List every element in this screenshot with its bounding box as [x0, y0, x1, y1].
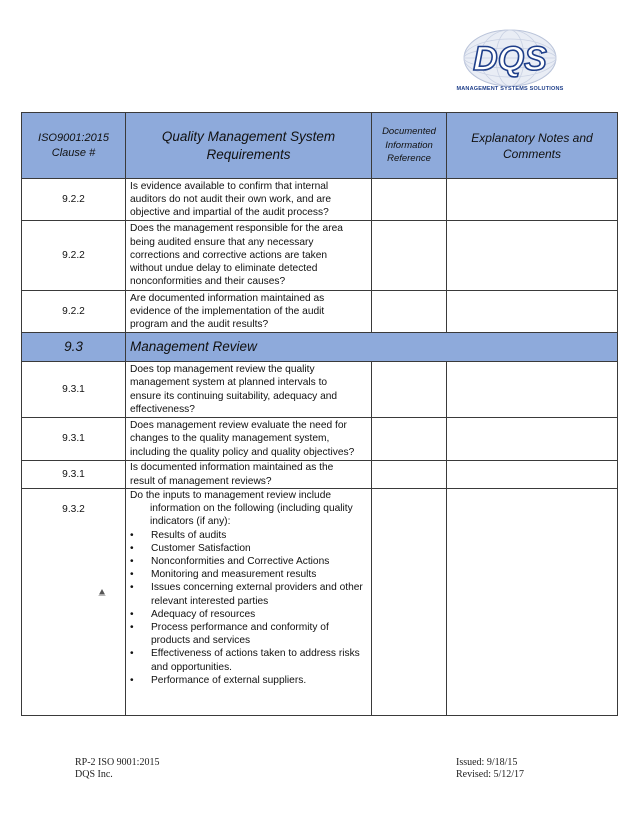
header-clause: ISO9001:2015 Clause #	[22, 113, 126, 179]
clause-number: 9.2.2	[22, 291, 126, 333]
notes-cell[interactable]	[447, 418, 618, 461]
clause-number: 9.2.2	[22, 179, 126, 221]
header-documented-info: Documented Information Reference	[372, 113, 447, 179]
requirement-text: Does the management responsible for the area being audited ensure that any necessary corrections and corrective actions are taken without undue delay to eliminate detected nonconformities and their causes?	[126, 221, 372, 291]
table-row	[22, 362, 618, 418]
table-row	[22, 221, 618, 291]
logo-letters: DQS	[473, 40, 547, 78]
table-row	[22, 489, 618, 716]
documented-info-cell[interactable]	[372, 418, 447, 461]
clause-number: 9.3.2	[22, 489, 126, 716]
notes-cell[interactable]	[447, 221, 618, 291]
triangle-marker-icon	[98, 588, 106, 596]
requirement-text: Are documented information maintained as evidence of the implementation of the audit program and the audit results?	[126, 291, 372, 333]
table-row	[22, 179, 618, 221]
requirement-text: Is evidence available to confirm that internal auditors do not audit their own work, and are objective and impartial of the audit process?	[126, 179, 372, 221]
footer-right: Issued: 9/18/15 Revised: 5/12/17	[456, 757, 525, 780]
header-notes: Explanatory Notes and Comments	[447, 113, 618, 179]
list-item: • Issues concerning external providers and other relevant interested parties	[130, 582, 363, 607]
documented-info-cell[interactable]	[372, 489, 447, 716]
list-item: • Nonconformities and Corrective Actions	[130, 556, 330, 568]
table-row	[22, 291, 618, 333]
clause-number: 9.2.2	[22, 221, 126, 291]
table-row	[22, 418, 618, 461]
clause-number: 9.3.1	[22, 362, 126, 418]
section-header-row	[22, 333, 618, 362]
header-requirements: Quality Management System Requirements	[126, 113, 372, 179]
list-item: • Results of audits	[130, 529, 227, 541]
clause-number: 9.3.1	[22, 461, 126, 489]
notes-cell[interactable]	[447, 362, 618, 418]
notes-cell[interactable]	[447, 489, 618, 716]
checklist-table	[21, 112, 618, 716]
requirement-text: Does top management review the quality management system at planned intervals to ensure its continuing suitability, adequacy and effectiveness?	[126, 362, 372, 418]
documented-info-cell[interactable]	[372, 291, 447, 333]
notes-cell[interactable]	[447, 179, 618, 221]
documented-info-cell[interactable]	[372, 362, 447, 418]
logo-caption: MANAGEMENT SYSTEMS SOLUTIONS	[456, 86, 564, 92]
documented-info-cell[interactable]	[372, 179, 447, 221]
notes-cell[interactable]	[447, 291, 618, 333]
section-title: Management Review	[126, 333, 618, 362]
documented-info-cell[interactable]	[372, 461, 447, 489]
list-item: • Monitoring and measurement results	[130, 569, 317, 581]
list-item: • Customer Satisfaction	[130, 542, 251, 554]
footer-left: RP-2 ISO 9001:2015 DQS Inc.	[75, 757, 160, 780]
documented-info-cell[interactable]	[372, 221, 447, 291]
requirement-text: Does management review evaluate the need for changes to the quality management system, including the quality policy and quality objectives?	[126, 418, 372, 461]
table-row	[22, 461, 618, 489]
list-item: • Process performance and conformity of products and services	[130, 622, 329, 647]
table-header-row	[22, 113, 618, 179]
list-item: • Adequacy of resources	[130, 608, 256, 620]
notes-cell[interactable]	[447, 461, 618, 489]
list-item: • Performance of external suppliers.	[130, 674, 307, 686]
requirement-text: Is documented information maintained as the result of management reviews?	[126, 461, 372, 489]
list-item: • Effectiveness of actions taken to address risks and opportunities.	[130, 648, 360, 673]
section-number: 9.3	[22, 333, 126, 362]
requirement-text: Do the inputs to management review include information on the following (including quality indicators (if any): • Results of audits • Customer Satisfaction • Nonconformities and Corrective Actions • Monitoring and measurement results • Issues concerning external providers and other relevant interested parties • Adequacy of resources • Process performance and conformity of products and services • Effectiveness of actions taken to address risks and opportunities. • Performance of external suppliers.	[126, 489, 372, 716]
clause-number: 9.3.1	[22, 418, 126, 461]
